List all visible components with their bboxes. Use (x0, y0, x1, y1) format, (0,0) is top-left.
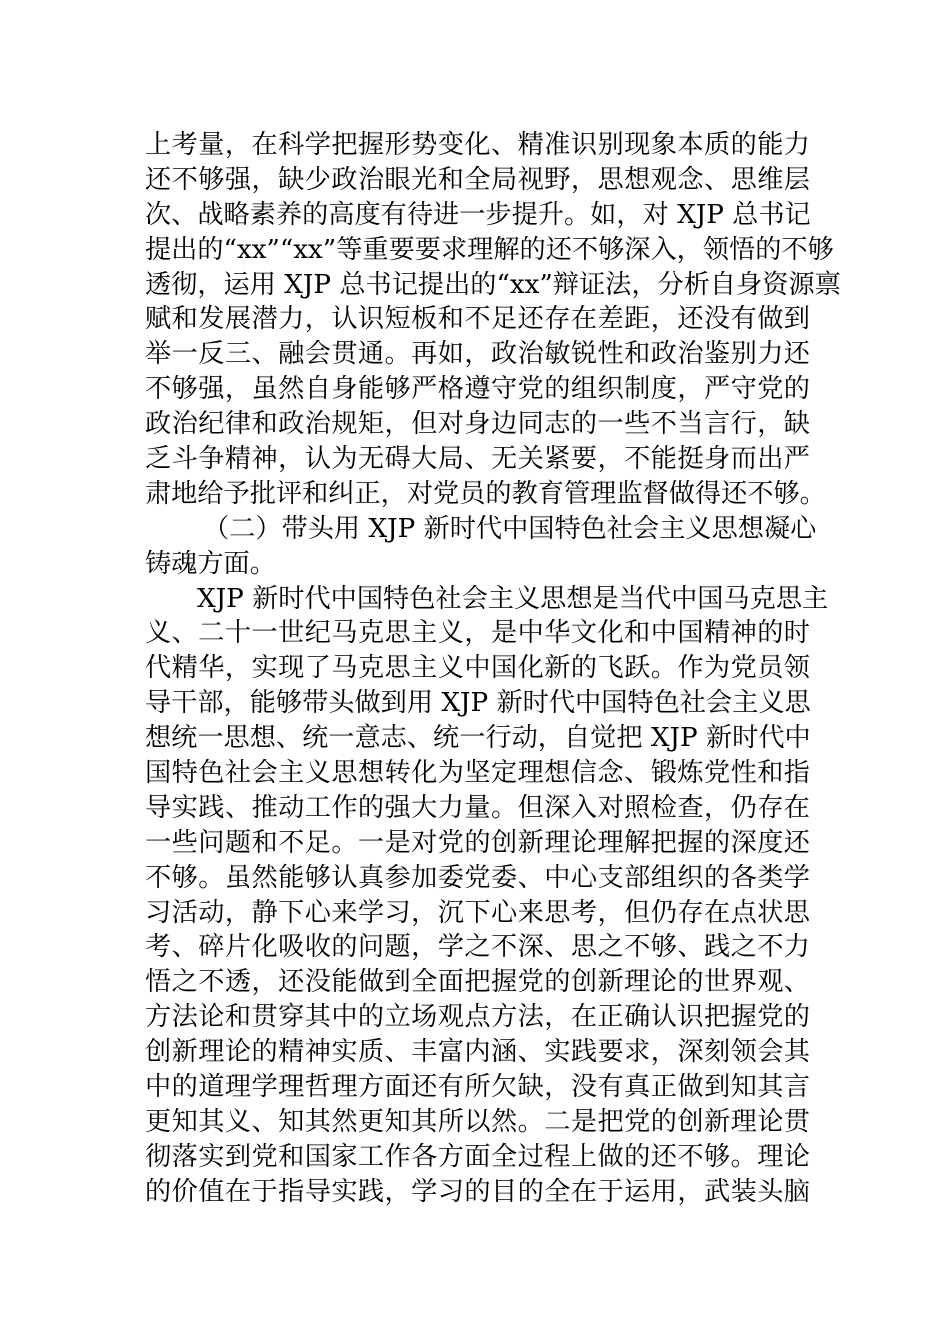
document-body-text (145, 128, 841, 1210)
text-line: 肃地给予批评和纠正，对党员的教育管理监督做得还不够。 (145, 478, 826, 509)
text-line: 导干部，能够带头做到用 XJP 新时代中国特色社会主义思 (145, 688, 811, 719)
text-line: 习活动，静下心来学习，沉下心来思考，但仍存在点状思 (145, 897, 810, 928)
text-line: 赋和发展潜力，认识短板和不足还存在差距，还没有做到 (145, 304, 810, 335)
text-line: 透彻，运用 XJP 总书记提出的“xx”辩证法，分析自身资源禀 (145, 269, 841, 300)
text-line: 不够。虽然能够认真参加委党委、中心支部组织的各类学 (145, 862, 810, 893)
text-line: 中的道理学理哲理方面还有所欠缺，没有真正做到知其言 (145, 1072, 810, 1103)
text-line: 还不够强，缺少政治眼光和全局视野，思想观念、思维层 (145, 164, 810, 195)
section-heading-line: 铸魂方面。 (145, 548, 276, 579)
text-line: 国特色社会主义思想转化为坚定理想信念、锻炼党性和指 (145, 758, 810, 789)
text-line: 政治纪律和政治规矩，但对身边同志的一些不当言行，缺 (145, 409, 810, 440)
text-line: 提出的“xx”“xx”等重要要求理解的还不够深入，领悟的不够 (145, 234, 834, 265)
text-line: 更知其义、知其然更知其所以然。二是把党的创新理论贯 (145, 1106, 810, 1137)
text-line: 代精华，实现了马克思主义中国化新的飞跃。作为党员领 (145, 653, 810, 684)
text-line: 的价值在于指导实践，学习的目的全在于运用，武装头脑 (145, 1176, 810, 1207)
text-line: 不够强，虽然自身能够严格遵守党的组织制度，严守党的 (145, 374, 810, 405)
text-line: 乏斗争精神，认为无碍大局、无关紧要，不能挺身而出严 (145, 444, 810, 475)
text-line: XJP 新时代中国特色社会主义思想是当代中国马克思主 (197, 583, 829, 614)
text-line: 方法论和贯穿其中的立场观点方法，在正确认识把握党的 (145, 1002, 810, 1033)
text-line: 举一反三、融会贯通。再如，政治敏锐性和政治鉴别力还 (145, 339, 810, 370)
section-heading-line: （二）带头用 XJP 新时代中国特色社会主义思想凝心 (203, 513, 817, 544)
text-line: 导实践、推动工作的强大力量。但深入对照检查，仍存在 (145, 792, 810, 823)
text-line: 考、碎片化吸收的问题，学之不深、思之不够、践之不力 (145, 932, 810, 963)
text-line: 悟之不透，还没能做到全面把握党的创新理论的世界观、 (145, 967, 810, 998)
text-line: 创新理论的精神实质、丰富内涵、实践要求，深刻领会其 (145, 1037, 810, 1068)
text-line: 上考量，在科学把握形势变化、精准识别现象本质的能力 (145, 130, 810, 160)
text-line: 次、战略素养的高度有待进一步提升。如，对 XJP 总书记 (145, 199, 811, 230)
text-line: 一些问题和不足。一是对党的创新理论理解把握的深度还 (145, 827, 810, 858)
text-line: 彻落实到党和国家工作各方面全过程上做的还不够。理论 (145, 1141, 810, 1172)
text-line: 义、二十一世纪马克思主义，是中华文化和中国精神的时 (145, 618, 810, 649)
text-line: 想统一思想、统一意志、统一行动，自觉把 XJP 新时代中 (145, 723, 811, 754)
